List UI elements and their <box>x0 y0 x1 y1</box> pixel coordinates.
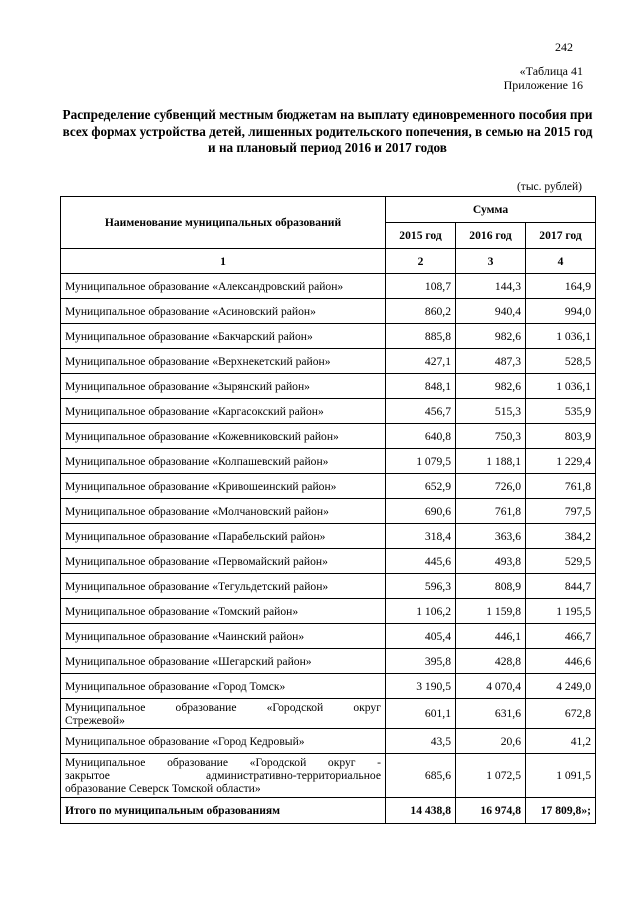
municipality-name-line: Муниципальное образование «Городской округ - <box>65 756 381 769</box>
value-2016: 940,4 <box>456 299 526 324</box>
value-2016: 446,1 <box>456 624 526 649</box>
table-row <box>61 624 596 649</box>
municipality-name <box>61 699 386 729</box>
municipality-name: Муниципальное образование «Тегульдетский район» <box>61 574 386 599</box>
table-reference: «Таблица 41 <box>519 64 583 78</box>
value-2015: 395,8 <box>386 649 456 674</box>
municipality-name: Муниципальное образование «Бакчарский район» <box>61 324 386 349</box>
value-2015: 1 079,5 <box>386 449 456 474</box>
value-2016: 982,6 <box>456 324 526 349</box>
value-2015: 601,1 <box>386 699 456 729</box>
value-2016: 493,8 <box>456 549 526 574</box>
value-2017: 384,2 <box>526 524 596 549</box>
value-2017: 672,8 <box>526 699 596 729</box>
value-2016: 1 188,1 <box>456 449 526 474</box>
value-2016: 1 072,5 <box>456 754 526 798</box>
table-row <box>61 399 596 424</box>
header-year-2017: 2017 год <box>526 223 596 249</box>
value-2015: 108,7 <box>386 274 456 299</box>
table-row <box>61 599 596 624</box>
subventions-table <box>60 196 596 824</box>
value-2016: 761,8 <box>456 499 526 524</box>
value-2017: 1 229,4 <box>526 449 596 474</box>
value-2016: 982,6 <box>456 374 526 399</box>
table-row <box>61 699 596 729</box>
value-2016: 631,6 <box>456 699 526 729</box>
table-row <box>61 754 596 798</box>
municipality-name: Муниципальное образование «Город Томск» <box>61 674 386 699</box>
value-2017: 761,8 <box>526 474 596 499</box>
municipality-name: Муниципальное образование «Верхнекетский район» <box>61 349 386 374</box>
municipality-name-line: Муниципальное образование «Городской округ <box>65 700 381 714</box>
value-2015: 690,6 <box>386 499 456 524</box>
value-2017: 797,5 <box>526 499 596 524</box>
total-2016: 16 974,8 <box>456 798 526 824</box>
value-2015: 640,8 <box>386 424 456 449</box>
value-2015: 685,6 <box>386 754 456 798</box>
value-2015: 405,4 <box>386 624 456 649</box>
municipality-name <box>61 754 386 798</box>
municipality-name: Муниципальное образование «Томский район» <box>61 599 386 624</box>
value-2015: 596,3 <box>386 574 456 599</box>
value-2015: 456,7 <box>386 399 456 424</box>
column-numbers-row <box>61 249 596 274</box>
value-2016: 487,3 <box>456 349 526 374</box>
value-2017: 844,7 <box>526 574 596 599</box>
value-2017: 528,5 <box>526 349 596 374</box>
municipality-name-line: закрытое административно-территориальное <box>65 769 381 782</box>
table-row <box>61 449 596 474</box>
header-sum: Сумма <box>386 197 596 223</box>
municipality-name: Муниципальное образование «Чаинский район» <box>61 624 386 649</box>
value-2016: 808,9 <box>456 574 526 599</box>
value-2015: 848,1 <box>386 374 456 399</box>
table-row <box>61 324 596 349</box>
table-row <box>61 549 596 574</box>
column-number: 3 <box>456 249 526 274</box>
table-row <box>61 574 596 599</box>
table-row <box>61 524 596 549</box>
table-row <box>61 299 596 324</box>
value-2017: 446,6 <box>526 649 596 674</box>
value-2016: 20,6 <box>456 729 526 754</box>
municipality-name: Муниципальное образование «Каргасокский район» <box>61 399 386 424</box>
value-2015: 3 190,5 <box>386 674 456 699</box>
value-2016: 515,3 <box>456 399 526 424</box>
value-2015: 1 106,2 <box>386 599 456 624</box>
appendix-number: Приложение 16 <box>503 78 583 92</box>
table-row <box>61 729 596 754</box>
municipality-name-line: образование Северск Томской области» <box>65 782 261 795</box>
document-title: Распределение субвенций местным бюджетам на выплату единовременного пособия при всех формах устройства детей, лишенных родительского попечения, в семью на 2015 год и на плановый период 2016 и 2017 годов <box>62 107 593 155</box>
header-year-2016: 2016 год <box>456 223 526 249</box>
value-2016: 750,3 <box>456 424 526 449</box>
municipality-name: Муниципальное образование «Молчановский район» <box>61 499 386 524</box>
header-year-2015: 2015 год <box>386 223 456 249</box>
value-2015: 43,5 <box>386 729 456 754</box>
value-2015: 445,6 <box>386 549 456 574</box>
value-2017: 994,0 <box>526 299 596 324</box>
value-2015: 860,2 <box>386 299 456 324</box>
municipality-name: Муниципальное образование «Первомайский район» <box>61 549 386 574</box>
value-2015: 318,4 <box>386 524 456 549</box>
value-2015: 427,1 <box>386 349 456 374</box>
municipality-name: Муниципальное образование «Шегарский район» <box>61 649 386 674</box>
table-row <box>61 499 596 524</box>
value-2017: 535,9 <box>526 399 596 424</box>
page-number: 242 <box>555 40 573 54</box>
value-2016: 144,3 <box>456 274 526 299</box>
table-row <box>61 424 596 449</box>
value-2017: 41,2 <box>526 729 596 754</box>
table-row <box>61 374 596 399</box>
value-2017: 1 195,5 <box>526 599 596 624</box>
municipality-name: Муниципальное образование «Зырянский район» <box>61 374 386 399</box>
value-2017: 164,9 <box>526 274 596 299</box>
total-2017: 17 809,8»; <box>526 798 596 824</box>
value-2017: 1 036,1 <box>526 374 596 399</box>
value-2015: 652,9 <box>386 474 456 499</box>
value-2017: 529,5 <box>526 549 596 574</box>
column-number: 4 <box>526 249 596 274</box>
table-row <box>61 274 596 299</box>
value-2017: 1 091,5 <box>526 754 596 798</box>
table-row <box>61 674 596 699</box>
header-municipality-name: Наименование муниципальных образований <box>61 197 386 249</box>
value-2017: 803,9 <box>526 424 596 449</box>
appendix-reference <box>504 64 583 92</box>
value-2017: 4 249,0 <box>526 674 596 699</box>
units-note: (тыс. рублей) <box>516 181 582 193</box>
value-2017: 1 036,1 <box>526 324 596 349</box>
column-number: 1 <box>61 249 386 274</box>
total-row <box>61 798 596 824</box>
municipality-name: Муниципальное образование «Асиновский район» <box>61 299 386 324</box>
table-row <box>61 349 596 374</box>
value-2016: 363,6 <box>456 524 526 549</box>
table-row <box>61 474 596 499</box>
table-row <box>61 649 596 674</box>
value-2016: 428,8 <box>456 649 526 674</box>
total-label: Итого по муниципальным образованиям <box>61 798 386 824</box>
municipality-name: Муниципальное образование «Кожевниковский район» <box>61 424 386 449</box>
column-number: 2 <box>386 249 456 274</box>
municipality-name: Муниципальное образование «Александровский район» <box>61 274 386 299</box>
value-2016: 726,0 <box>456 474 526 499</box>
value-2015: 885,8 <box>386 324 456 349</box>
total-2015: 14 438,8 <box>386 798 456 824</box>
table-header-row <box>61 197 596 223</box>
municipality-name: Муниципальное образование «Кривошеинский район» <box>61 474 386 499</box>
value-2016: 4 070,4 <box>456 674 526 699</box>
municipality-name: Муниципальное образование «Парабельский район» <box>61 524 386 549</box>
municipality-name-line: Стрежевой» <box>65 713 125 727</box>
value-2017: 466,7 <box>526 624 596 649</box>
municipality-name: Муниципальное образование «Колпашевский район» <box>61 449 386 474</box>
value-2016: 1 159,8 <box>456 599 526 624</box>
municipality-name: Муниципальное образование «Город Кедровый» <box>61 729 386 754</box>
